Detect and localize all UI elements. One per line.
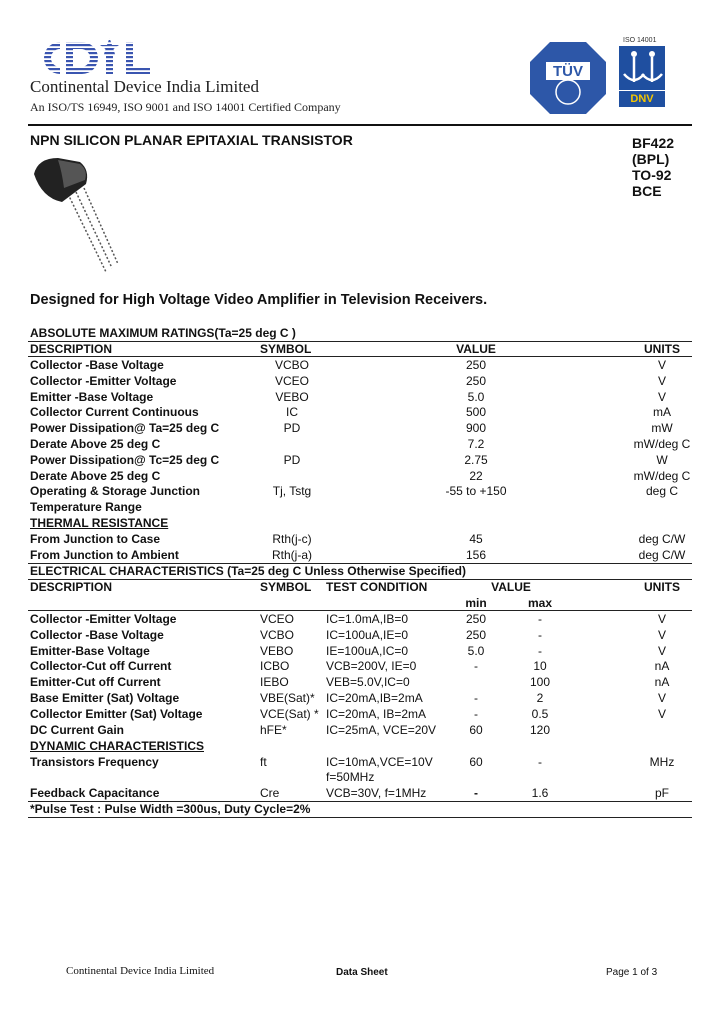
elec-desc: Base Emitter (Sat) Voltage bbox=[30, 691, 180, 705]
rating-symbol: IC bbox=[286, 405, 298, 420]
elec-min: 60 bbox=[469, 722, 483, 737]
dynamic-condition: IC=10mA,VCE=10V bbox=[326, 755, 433, 769]
elec-min: - bbox=[474, 706, 478, 721]
rating-unit: mW/deg C bbox=[633, 468, 691, 483]
elec-unit: V bbox=[657, 627, 667, 642]
elec-header-row bbox=[28, 579, 692, 595]
table-row bbox=[28, 611, 692, 627]
elec-min: 5.0 bbox=[467, 643, 485, 658]
rating-desc: Power Dissipation@ Tc=25 deg C bbox=[30, 452, 220, 467]
dynamic-condition: VCB=30V, f=1MHz bbox=[326, 786, 427, 800]
rating-desc: Derate Above 25 deg C bbox=[30, 437, 161, 451]
iso-14001-label: ISO 14001 bbox=[623, 37, 657, 44]
to92-package-illustration bbox=[28, 152, 128, 282]
elec-unit: nA bbox=[654, 675, 670, 690]
part-number: BF422 bbox=[632, 135, 675, 151]
company-logo bbox=[30, 36, 170, 80]
rating-unit: mA bbox=[653, 405, 671, 420]
table-row bbox=[28, 785, 692, 801]
table-row bbox=[28, 690, 692, 706]
thermal-symbol: Rth(j-c) bbox=[272, 532, 312, 546]
dnv-certification-badge bbox=[619, 37, 665, 111]
table-row bbox=[28, 754, 692, 770]
col-value: VALUE bbox=[456, 342, 496, 356]
transistor-icon bbox=[28, 152, 128, 282]
elec-unit: nA bbox=[654, 659, 670, 674]
elec-min: 250 bbox=[465, 627, 487, 642]
col-description: DESCRIPTION bbox=[30, 580, 113, 594]
package-type: TO-92 bbox=[632, 167, 672, 183]
dynamic-condition-line2: f=50MHz bbox=[326, 770, 375, 784]
table-row bbox=[28, 420, 692, 436]
elec-symbol: VEBO bbox=[260, 643, 294, 658]
elec-subheader-row bbox=[28, 595, 692, 611]
abs-max-heading bbox=[28, 325, 692, 341]
table-row bbox=[28, 674, 692, 690]
thermal-desc: From Junction to Ambient bbox=[30, 548, 179, 562]
rating-desc: Power Dissipation@ Ta=25 deg C bbox=[30, 421, 220, 436]
dynamic-desc: Feedback Capacitance bbox=[30, 786, 160, 800]
table-row bbox=[28, 436, 692, 452]
dynamic-heading-text: DYNAMIC CHARACTERISTICS bbox=[30, 739, 204, 753]
elec-desc: Emitter-Base Voltage bbox=[30, 643, 150, 658]
elec-max: - bbox=[538, 612, 542, 626]
elec-max: 2 bbox=[536, 691, 544, 705]
rating-desc: Collector -Base Voltage bbox=[30, 358, 164, 372]
elec-condition: IC=1.0mA,IB=0 bbox=[326, 612, 409, 626]
elec-symbol: hFE* bbox=[260, 722, 287, 737]
rating-unit: V bbox=[657, 389, 667, 404]
rating-symbol: Tj, Tstg bbox=[272, 484, 312, 499]
rating-unit: W bbox=[656, 452, 668, 467]
rating-symbol: PD bbox=[283, 421, 301, 436]
thermal-heading-text: THERMAL RESISTANCE bbox=[30, 516, 169, 530]
table-row bbox=[28, 389, 692, 405]
elec-symbol: VBE(Sat)* bbox=[260, 691, 315, 705]
elec-symbol: VCE(Sat) * bbox=[260, 706, 319, 721]
dynamic-max: 1.6 bbox=[531, 786, 549, 800]
elec-max: 120 bbox=[529, 722, 551, 737]
col-units: UNITS bbox=[644, 580, 680, 594]
table-divider bbox=[28, 817, 692, 818]
dynamic-unit: pF bbox=[654, 786, 670, 800]
elec-unit: V bbox=[657, 706, 667, 721]
dynamic-min: - bbox=[474, 786, 478, 800]
rating-value: 5.0 bbox=[467, 389, 485, 404]
table-row bbox=[28, 627, 692, 643]
rating-unit: mW/deg C bbox=[633, 437, 691, 451]
rating-value: 2.75 bbox=[464, 452, 488, 467]
elec-desc: Emitter-Cut off Current bbox=[30, 675, 161, 690]
rating-symbol: VEBO bbox=[275, 389, 309, 404]
elec-unit: V bbox=[657, 643, 667, 658]
elec-heading-text: ELECTRICAL CHARACTERISTICS (Ta=25 deg C Unless Otherwise Specified) bbox=[30, 564, 466, 578]
rating-unit: V bbox=[657, 373, 667, 388]
table-row bbox=[28, 706, 692, 722]
rating-value: 250 bbox=[465, 358, 487, 372]
thermal-desc: From Junction to Case bbox=[30, 532, 161, 546]
rating-desc: Temperature Range bbox=[30, 500, 142, 515]
col-max: max bbox=[527, 596, 553, 610]
abs-max-header-row bbox=[28, 341, 692, 357]
table-row bbox=[28, 531, 692, 547]
pin-configuration: BCE bbox=[632, 183, 662, 199]
table-row bbox=[28, 404, 692, 420]
elec-symbol: IEBO bbox=[260, 675, 289, 690]
application-description: Designed for High Voltage Video Amplifier in Television Receivers. bbox=[30, 292, 488, 308]
pulse-test-note bbox=[28, 801, 692, 817]
elec-condition: IC=25mA, VCE=20V bbox=[326, 722, 437, 737]
rating-value: 250 bbox=[465, 373, 487, 388]
table-row bbox=[28, 357, 692, 373]
rating-value: 900 bbox=[465, 421, 487, 436]
elec-condition: IC=100uA,IE=0 bbox=[326, 627, 409, 642]
dynamic-symbol: ft bbox=[260, 755, 267, 769]
table-row bbox=[28, 722, 692, 738]
dynamic-unit: MHz bbox=[649, 755, 675, 769]
rating-value: 7.2 bbox=[467, 437, 485, 451]
elec-min: - bbox=[474, 659, 478, 674]
thermal-heading bbox=[28, 515, 692, 531]
elec-unit: V bbox=[657, 691, 667, 705]
footer-company: Continental Device India Limited bbox=[66, 965, 215, 977]
tuv-label: TÜV bbox=[553, 63, 583, 80]
anchor-icon bbox=[619, 46, 665, 90]
elec-heading bbox=[28, 563, 692, 579]
rating-symbol: VCEO bbox=[274, 373, 310, 388]
elec-symbol: ICBO bbox=[260, 659, 290, 674]
elec-symbol: VCBO bbox=[260, 627, 295, 642]
tuv-certification-badge bbox=[528, 40, 608, 116]
elec-desc: DC Current Gain bbox=[30, 722, 125, 737]
abs-max-heading-text: ABSOLUTE MAXIMUM RATINGS(Ta=25 deg C ) bbox=[30, 326, 296, 340]
header-divider bbox=[28, 124, 692, 126]
rating-desc: Collector Current Continuous bbox=[30, 405, 199, 420]
rating-desc: Emitter -Base Voltage bbox=[30, 389, 154, 404]
elec-max: - bbox=[538, 643, 542, 658]
table-row bbox=[28, 547, 692, 563]
elec-condition: IC=20mA,IB=2mA bbox=[326, 691, 423, 705]
elec-symbol: VCEO bbox=[260, 612, 295, 626]
company-tagline: An ISO/TS 16949, ISO 9001 and ISO 14001 Certified Company bbox=[30, 100, 341, 114]
thermal-unit: deg C/W bbox=[638, 532, 686, 546]
elec-max: 0.5 bbox=[531, 706, 549, 721]
col-units: UNITS bbox=[644, 342, 680, 356]
rating-unit: V bbox=[657, 358, 667, 372]
table-row bbox=[28, 658, 692, 674]
elec-unit: V bbox=[657, 612, 667, 626]
elec-max: - bbox=[538, 627, 542, 642]
col-description: DESCRIPTION bbox=[30, 342, 113, 356]
elec-desc: Collector-Cut off Current bbox=[30, 659, 172, 674]
rating-unit: mW bbox=[651, 421, 673, 436]
dynamic-desc: Transistors Frequency bbox=[30, 755, 159, 769]
rating-value: -55 to +150 bbox=[445, 484, 507, 499]
elec-min: - bbox=[474, 691, 478, 705]
col-value: VALUE bbox=[491, 580, 531, 594]
table-row bbox=[28, 483, 692, 499]
elec-condition: IC=20mA, IB=2mA bbox=[326, 706, 427, 721]
table-row bbox=[28, 643, 692, 659]
table-row bbox=[28, 468, 692, 484]
thermal-unit: deg C/W bbox=[638, 548, 686, 562]
thermal-value: 45 bbox=[469, 532, 483, 546]
table-row bbox=[28, 373, 692, 389]
elec-max: 100 bbox=[529, 675, 551, 690]
table-row-continuation bbox=[28, 769, 692, 785]
part-variant: (BPL) bbox=[632, 151, 670, 167]
elec-condition: VCB=200V, IE=0 bbox=[326, 659, 417, 674]
footer-page-number: Page 1 of 3 bbox=[606, 967, 658, 978]
col-min: min bbox=[465, 596, 487, 610]
table-row bbox=[28, 499, 692, 515]
rating-symbol: VCBO bbox=[274, 358, 310, 372]
dynamic-heading bbox=[28, 738, 692, 754]
rating-desc: Collector -Emitter Voltage bbox=[30, 373, 177, 388]
product-title: NPN SILICON PLANAR EPITAXIAL TRANSISTOR bbox=[30, 132, 353, 148]
col-symbol: SYMBOL bbox=[260, 580, 312, 594]
rating-unit: deg C bbox=[645, 484, 679, 499]
table-row bbox=[28, 452, 692, 468]
col-symbol: SYMBOL bbox=[260, 342, 312, 356]
pulse-test-note-text: *Pulse Test : Pulse Width =300us, Duty Cycle=2% bbox=[30, 802, 311, 816]
thermal-value: 156 bbox=[465, 548, 487, 562]
rating-desc: Operating & Storage Junction bbox=[30, 484, 201, 499]
elec-min: 250 bbox=[465, 612, 487, 626]
elec-condition: VEB=5.0V,IC=0 bbox=[326, 675, 410, 690]
rating-desc: Derate Above 25 deg C bbox=[30, 468, 161, 483]
dynamic-min: 60 bbox=[469, 755, 483, 769]
elec-desc: Collector Emitter (Sat) Voltage bbox=[30, 706, 203, 721]
dynamic-max: - bbox=[538, 755, 542, 769]
rating-value: 22 bbox=[469, 468, 483, 483]
thermal-symbol: Rth(j-a) bbox=[271, 548, 313, 562]
dynamic-symbol: Cre bbox=[260, 786, 280, 800]
rating-value: 500 bbox=[465, 405, 487, 420]
cdil-logo-graphic bbox=[30, 36, 170, 80]
dnv-label: DNV bbox=[619, 91, 665, 107]
elec-max: 10 bbox=[533, 659, 547, 674]
elec-desc: Collector -Base Voltage bbox=[30, 627, 164, 642]
elec-desc: Collector -Emitter Voltage bbox=[30, 612, 177, 626]
elec-condition: IE=100uA,IC=0 bbox=[326, 643, 409, 658]
col-test-condition: TEST CONDITION bbox=[326, 580, 428, 594]
company-name: Continental Device India Limited bbox=[30, 77, 259, 96]
footer-doc-type: Data Sheet bbox=[336, 967, 388, 978]
rating-symbol: PD bbox=[283, 452, 301, 467]
